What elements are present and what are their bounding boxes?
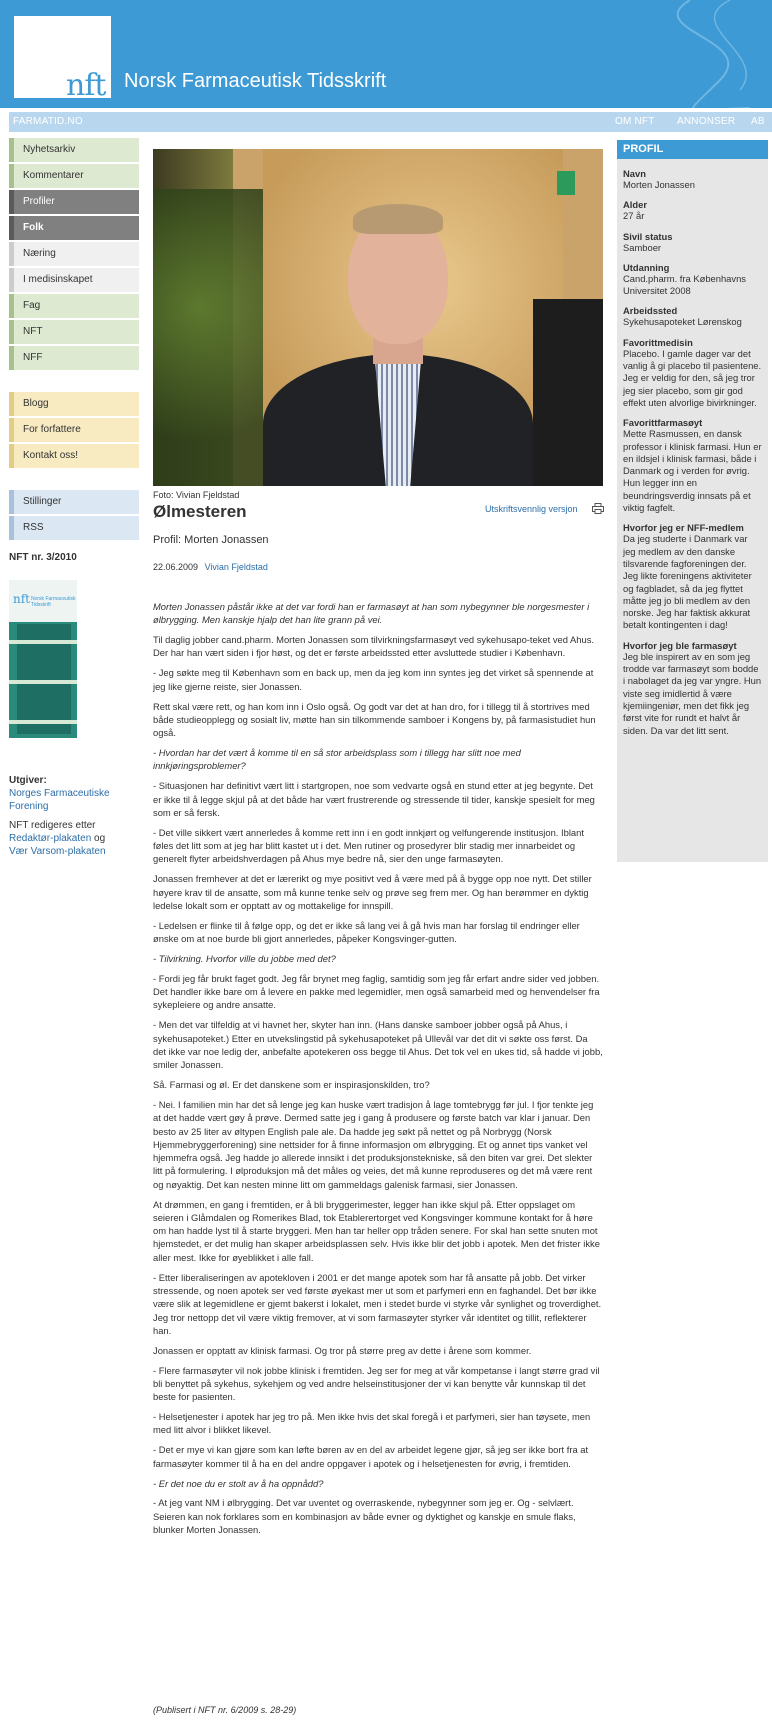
cover-stripe [9,640,77,644]
article-paragraph: - Ledelsen er flinke til å følge opp, og det er ikke så lang vei å gå hvis man har forslag til endringer eller ønske om at noe burde bli gjort annerledes, påpeker Kongsvinger-gutten. [153,919,580,944]
vaer-varsom-link[interactable]: Vær Varsom-plakaten [9,846,106,857]
sidebar-item-fag[interactable]: Fag [9,294,139,318]
current-issue-label: NFT nr. 3/2010 [9,552,77,563]
sidebar-item-rss[interactable]: RSS [9,516,139,540]
profile-field-label: Sivil status [623,230,673,242]
home-link[interactable]: FARMATID.NO [13,116,83,127]
profile-field-value: Mette Rasmussen, en dansk professor i klinisk farmasi. Hun er en ildsjel i klinisk farmasi, både i Danmark og i verden for øvrig. Hun legger inn en beundringsverdig innsats på et viktig fagfelt. [623,428,762,514]
sidebar-spacer [9,470,139,490]
profile-field-label: Utdanning [623,261,670,273]
photo-person-hair [353,204,443,234]
photo-caption: Foto: Vivian Fjeldstad [153,490,240,500]
site-header [0,0,772,108]
article-paragraph: At drømmen, en gang i fremtiden, er å bli bryggerimester, legger han ikke skjul på. Etter oppslaget om seieren i Glåmdalen og Romerikes Blad, tok Etablerertorget ved Kongsvinger kommune kontakt for å høre om han hadde lyst til å starte bryggeri. Men han tar heller opp tråden senere. For skal han sette snuten mot hjemstedet, er det mulig han skaper arbeidsplassen selv. Hvis ikke blir det jobb i apotek. Men det frister ikke aller mest. Ikke for øyeblikket i alle fall. [153,1198,600,1263]
editorial-note-and: og [94,833,106,844]
article-paragraph: - At jeg vant NM i ølbrygging. Det var uventet og overraskende, nybegynner som jeg er. Og - selvlært. Seieren kan nok forklares som en kombinasjon av både evner og dyktighet og kanskje en smule flaks, blunker Morten Jonassen. [153,1497,576,1535]
sidebar-item-nft[interactable]: NFT [9,320,139,344]
photo-background [533,299,603,486]
sidebar-item-for-forfattere[interactable]: For forfattere [9,418,139,442]
publisher-link[interactable]: Norges Farmaceutiske Forening [9,788,110,812]
sidebar-spacer [9,372,139,392]
profile-field-value: 27 år [623,210,645,222]
article-paragraph: - Jeg søkte meg til København som en back up, men da jeg kom inn syntes jeg det virket så spennende at jeg like gjerne reiste, sier Jonassen. [153,667,594,692]
article-paragraph: Morten Jonassen påstår ikke at det var fordi han er farmasøyt at han som nybegynner ble norgesmester i ølbrygging. Men kanskje hjalp det han lite grann på vei. [153,601,590,626]
article-paragraph: - Fordi jeg får brukt faget godt. Jeg får brynet meg faglig, samtidig som jeg får erfart andre sider ved jobben. Det handler ikke bare om å levere en pakke med legemidler, men også samarbeid med og henvendelser fra sykepleiere og andre ansatte. [153,972,600,1011]
profile-field-value: Samboer [623,241,662,253]
profile-field-value: Jeg ble inspirert av en som jeg trodde var farmasøyt som bodde i nabolaget da jeg var yngre. Hun viste seg imidlertid å være kjemiingeniør, men det fikk jeg først vite for rundt et halvt år siden. Da var det litt sent. [623,650,762,736]
sidebar-item-medisinskapet[interactable]: I medisinskapet [9,268,139,292]
profile-field-label: Hvorfor jeg er NFF-medlem [623,522,744,534]
article-paragraph: - Etter liberaliseringen av apotekloven i 2001 er det mange apotek som har få ansatte på jobb. Det virker stressende, og noen apotek ser ved første øyekast mer ut som et parfymeri enn en faghandel. Det bør ikke være slik at legemidlene er gjemt bakerst i lokalet, men i stedet burde vi styrke vår synlighet og troverdighet. Jeg tror nettopp det vil være viktig fremover, at vi som farmasøyter styrker vår identitet og tillit, reflekterer han. [153,1271,602,1336]
decorative-swirl-icon [620,0,772,108]
profile-fields [617,159,768,737]
cover-title: Norsk Farmaceutisk Tidsskrift [31,596,76,608]
site-logo[interactable] [14,14,112,103]
article-title: Ølmesteren [153,502,247,521]
profile-field-value: Placebo. I gamle dager var det vanlig å gi placebo til pasientene. Jeg er veldig for den, så jeg tror jeg sier placebo, som gir god effekt uten alvorlige bivirkninger. [623,347,762,408]
article-paragraph: Til daglig jobber cand.pharm. Morten Jonassen som tilvirkningsfarmasøyt ved sykehusapo-teket ved Ahus. Der har han vært siden i fjor høst, og det er første arbeidssted etter avsluttede studier i København. [153,634,595,659]
sidebar-item-nff[interactable]: NFF [9,346,139,370]
cover-header [9,580,77,622]
profile-field-label: Arbeidssted [623,305,678,317]
photo-exit-sign [557,171,575,195]
profile-box [617,140,768,862]
publisher-spacer [9,813,139,819]
issue-cover-image[interactable] [9,580,77,738]
article-photo [153,149,603,486]
photo-plants [153,189,263,486]
logo-line [111,14,114,102]
profile-field-value: Da jeg studerte i Danmark var jeg medlem av den danske tilsvarende fagforeningen der. Jeg likte foreningens aktiviteter og fagbladet, så da jeg flyttet måtte jeg jo bli medlem av den norske. Jeg har faktisk akkurat betalt kontingenten i dag! [623,533,752,631]
article-paragraph: Jonassen fremhever at det er lærerikt og mye positivt ved å være med på å bygge opp noe nytt. Det stiller høyere krav til de ansatte, som må kunne tenke selv og prøve seg frem mer. Og han berømmer en dyktig ledelse lokalt som er opptatt av og mottakelige for innspill. [153,873,592,911]
profile-heading: PROFIL [617,140,768,159]
article-paragraph: - Men det var tilfeldig at vi havnet her, skyter han inn. (Hans danske samboer jobber også på Ahus, i sykehusapoteket.) Etter en utvekslingstid på sykehusapoteket på Ullevål var det dit vi søkte oss først. Da det ikke var noe ledig der, anbefalte apotekeren oss begge til Ahus. Det tok vel en ukes tid, så hadde vi jobb, smiler Jonassen. [153,1019,603,1071]
article-paragraph: Jonassen er opptatt av klinisk farmasi. Og tror på større preg av dette i årene som kommer. [153,1344,532,1356]
sidebar-item-profiler[interactable]: Profiler [9,190,139,214]
article-paragraph: Rett skal være rett, og han kom inn i Oslo også. Og godt var det at han dro, for i tillegg til å stortrives med både studieopplegg og sosialt liv, møtte han sin tilkommende samboer i Kongens by, på farmasistudiet hun også. [153,700,596,739]
cover-stripe [9,680,77,684]
logo-text: nft [66,68,106,103]
article-paragraph: Så. Farmasi og øl. Er det danskene som er inspirasjonskilden, tro? [153,1079,430,1091]
redaktor-plakaten-link[interactable]: Redaktør-plakaten [9,833,92,844]
publisher-info [9,774,139,858]
publication-note: (Publisert i NFT nr. 6/2009 s. 28-29) [153,1705,297,1715]
publisher-label: Utgiver: [9,775,47,786]
cover-stripe [9,720,77,724]
author-link[interactable]: Vivian Fjeldstad [204,562,268,572]
nav-link-annonser[interactable]: ANNONSER [677,116,736,127]
article-subtitle: Profil: Morten Jonassen [153,534,269,546]
article-paragraph: - Det er mye vi kan gjøre som kan løfte børen av en del av arbeidet legene gjør, så jeg ser ikke bort fra at farmasøyter kommer til å ha en del andre oppgaver i apotek og i helsetjenesten for øvrig, i fremtiden. [153,1444,589,1469]
cover-logo: nft [13,592,30,606]
site-title[interactable]: Norsk Farmaceutisk Tidsskrift [124,70,387,92]
printer-icon[interactable] [592,503,604,514]
sidebar-item-stillinger[interactable]: Stillinger [9,490,139,514]
article-paragraph: - Hvordan har det vært å komme til en så stor arbeidsplass som i tillegg har slitt noe med innkjøringsproblemer? [153,747,521,772]
article-paragraph: - Er det noe du er stolt av å ha oppnådd? [153,1477,324,1489]
nav-link-om-nft[interactable]: OM NFT [615,116,655,127]
left-sidebar [9,138,139,542]
article-paragraph: - Nei. I familien min har det så lenge jeg kan huske vært tradisjon å lage tomtebrygg før jul. I fjor tenkte jeg at det hadde vært gøy å prøve. Dermed satte jeg i gang å produsere og første batch var klar i januar. Den besto av 25 liter av øltypen English pale ale. Da hadde jeg søkt på nettet og på Norbrygg (Norsk Hjemmebryggerforening) sine nettsider for å finne informasjon om ølbrygging. Et og annet tips vanket vel hjemmefra også. Jeg hadde jo allerede innsikt i det produksjonstekniske, så den biten var grei. Det slekter litt på formulering. I ølproduksjon må det måles og veies, det må kunne reproduseres og det må være rent og nøyaktig. Det kan nesten minne litt om gammeldags galenisk farmasi, sier Jonassen. [153,1098,594,1190]
print-friendly-link[interactable]: Utskriftsvennlig versjon [485,504,578,514]
nav-link-ab[interactable]: AB [751,116,765,127]
profile-field-value: Cand.pharm. fra Københavns Universitet 2008 [623,272,746,297]
article-body [153,600,603,1543]
sidebar-item-blogg[interactable]: Blogg [9,392,139,416]
sidebar-item-folk[interactable]: Folk [9,216,139,240]
article-paragraph: - Tilvirkning. Hvorfor ville du jobbe med det? [153,952,336,964]
profile-field-label: Favorittmedisin [623,336,693,348]
editorial-note: NFT redigeres etter [9,820,96,831]
sidebar-item-kommentarer[interactable]: Kommentarer [9,164,139,188]
article-paragraph: - Helsetjenester i apotek har jeg tro på. Men ikke hvis det skal foregå i et parfymeri, sier han tøysete, men med litt alvor i blikket likevel. [153,1411,591,1436]
top-navigation [9,112,772,132]
sidebar-item-nyhetsarkiv[interactable]: Nyhetsarkiv [9,138,139,162]
article-paragraph: - Flere farmasøyter vil nok jobbe klinisk i fremtiden. Jeg ser for meg at vår kompetanse i langt større grad vil bli benyttet på sykehus, sykehjem og ved andre helseinstitusjoner der vi kan benytte vår kunnskap til det beste for pasienten. [153,1364,600,1403]
sidebar-item-naering[interactable]: Næring [9,242,139,266]
logo-line [0,14,118,16]
profile-field-label: Alder [623,199,647,211]
profile-field-label: Navn [623,168,646,179]
article-byline [153,562,268,572]
profile-field-label: Favorittfarmasøyt [623,417,703,429]
article-date: 22.06.2009 [153,562,199,572]
profile-field-value: Sykehusapoteket Lørenskog [623,316,742,328]
article-paragraph: - Situasjonen har definitivt vært litt i startgropen, noe som vedvarte også en stund etter at jeg begynte. Det er ikke til å legge skjul på at det både har vært frustrerende og stressende til tider, kanskje spesielt for meg som er så fersk. [153,780,595,818]
article-paragraph: - Det ville sikkert vært annerledes å komme rett inn i en godt innkjørt og velfungerende institusjon. Iblant føles det litt som at jeg har blitt kastet ut i det. Men rutiner og prosedyrer blir stadig mer innarbeidet og generelt flyter arbeidshverdagen på Ahus mye bedre nå, sier den unge farmasøyten. [153,826,584,865]
profile-field-label: Hvorfor jeg ble farmasøyt [623,639,737,651]
profile-field-value: Morten Jonassen [623,179,695,190]
sidebar-item-kontakt[interactable]: Kontakt oss! [9,444,139,468]
